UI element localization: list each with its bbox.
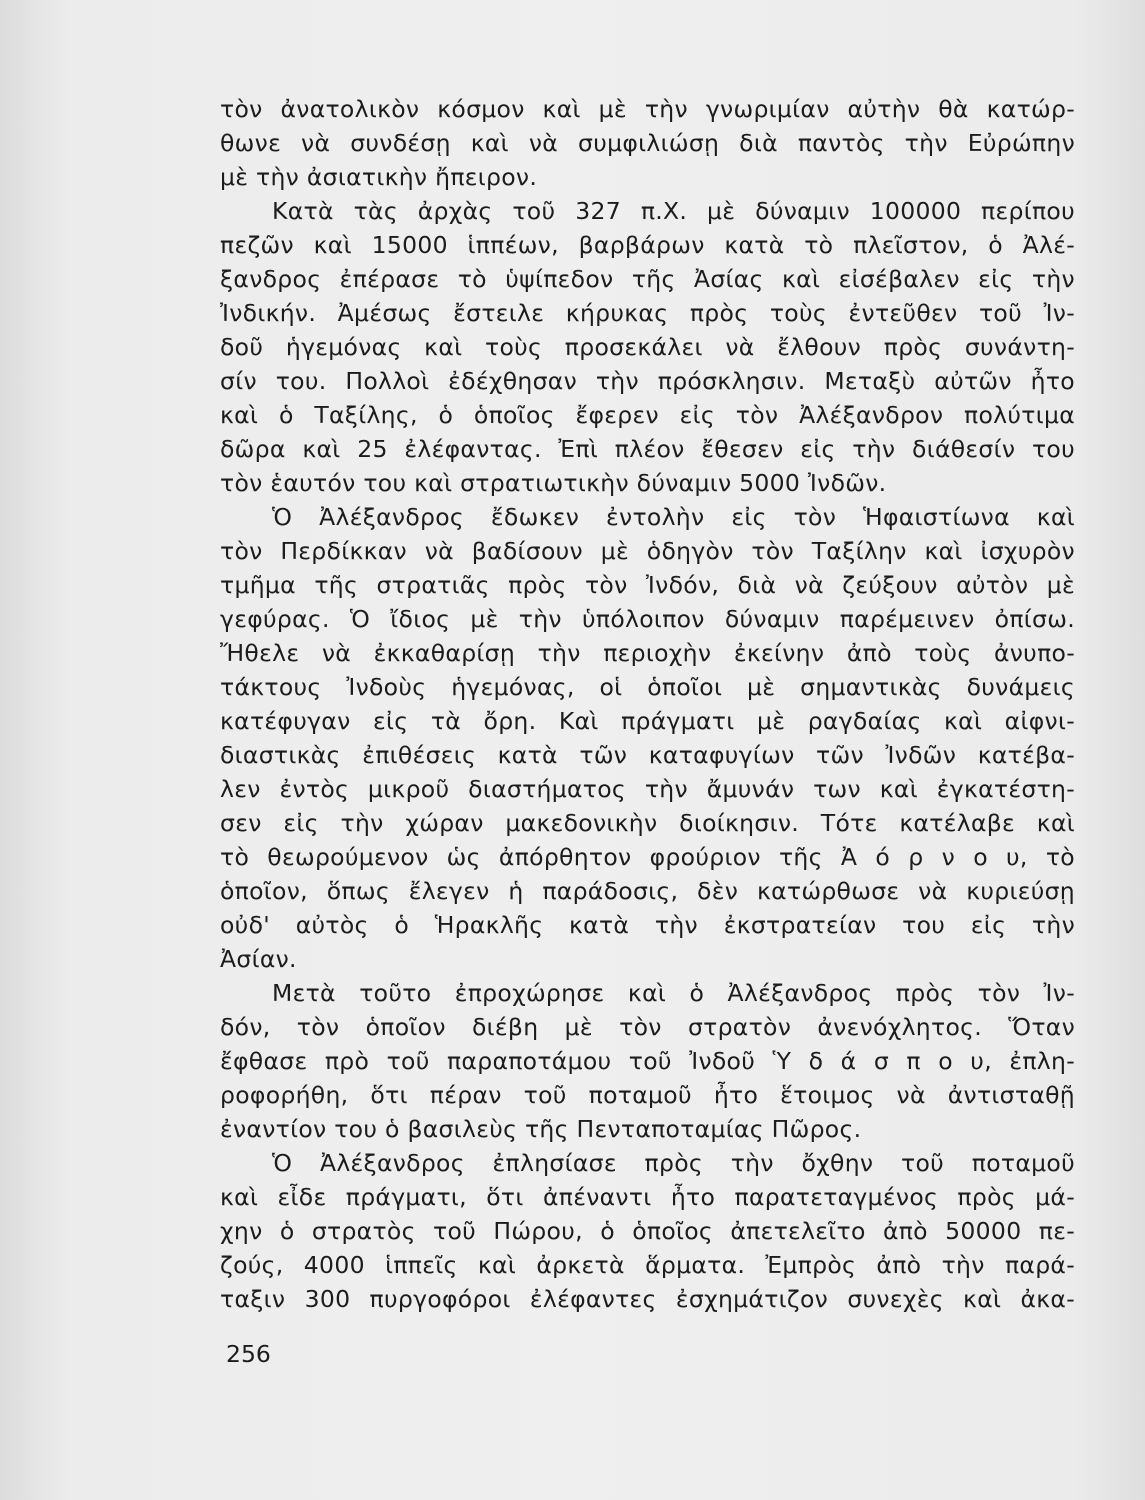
text-line: τμῆμα τῆς στρατιᾶς πρὸς τὸν Ἰνδόν, διὰ νὰ ζεύξουν αὐτὸν μὲ xyxy=(220,571,1075,599)
text-line: δῶρα καὶ 25 ἐλέφαντας. Ἐπὶ πλέον ἔθεσεν εἰς τὴν διάθεσίν του xyxy=(220,435,1075,463)
text-line: ταξιν 300 πυργοφόροι ἐλέφαντες ἐσχημάτιζον συνεχὲς καὶ ἀκα- xyxy=(220,1285,1075,1313)
text-line: μὲ τὴν ἀσιατικὴν ἤπειρον. xyxy=(220,163,538,191)
page-number: 256 xyxy=(226,1340,271,1368)
text-line: ὁποῖον, ὅπως ἔλεγεν ἡ παράδοσις, δὲν κατώρθωσε νὰ κυριεύσῃ xyxy=(220,877,1075,905)
text-line: Ἰνδικήν. Ἀμέσως ἔστειλε κήρυκας πρὸς τοὺς ἐντεῦθεν τοῦ Ἰν- xyxy=(220,299,1075,327)
text-line: δοῦ ἡγεμόνας καὶ τοὺς προσεκάλει νὰ ἔλθουν πρὸς συνάντη- xyxy=(220,333,1075,361)
text-line: Μετὰ τοῦτο ἐπροχώρησε καὶ ὁ Ἀλέξανδρος πρὸς τὸν Ἰν- xyxy=(272,979,1075,1007)
text-line: σίν του. Πολλοὶ ἐδέχθησαν τὴν πρόσκλησιν. Μεταξὺ αὐτῶν ἦτο xyxy=(220,367,1075,395)
text-line: ξανδρος ἐπέρασε τὸ ὑψίπεδον τῆς Ἀσίας καὶ εἰσέβαλεν εἰς τὴν xyxy=(220,265,1075,293)
text-line: γεφύρας. Ὁ ἴδιος μὲ τὴν ὑπόλοιπον δύναμιν παρέμεινεν ὀπίσω. xyxy=(220,605,1075,633)
text-line: τὸ θεωρούμενον ὡς ἀπόρθητον φρούριον τῆς Ἀ ό ρ ν ο υ, τὸ xyxy=(220,843,1075,871)
text-line: ροφορήθη, ὅτι πέραν τοῦ ποταμοῦ ἦτο ἕτοιμος νὰ ἀντισταθῇ xyxy=(220,1081,1075,1109)
text-line: ζούς, 4000 ἱππεῖς καὶ ἀρκετὰ ἅρματα. Ἐμπρὸς ἀπὸ τὴν παρά- xyxy=(220,1251,1075,1279)
text-line: τὸν Περδίκκαν νὰ βαδίσουν μὲ ὁδηγὸν τὸν Ταξίλην καὶ ἰσχυρὸν xyxy=(220,537,1075,565)
text-line: δόν, τὸν ὁποῖον διέβη μὲ τὸν στρατὸν ἀνενόχλητος. Ὅταν xyxy=(220,1013,1075,1041)
text-line: τὸν ἑαυτόν του καὶ στρατιωτικὴν δύναμιν 5000 Ἰνδῶν. xyxy=(220,469,887,497)
text-line: κατέφυγαν εἰς τὰ ὄρη. Καὶ πράγματι μὲ ραγδαίας καὶ αἰφνι- xyxy=(220,707,1075,735)
text-line: τὸν ἀνατολικὸν κόσμον καὶ μὲ τὴν γνωριμίαν αὐτὴν θὰ κατώρ- xyxy=(220,95,1075,123)
text-line: Ἀσίαν. xyxy=(220,945,297,973)
text-line: καὶ ὁ Ταξίλης, ὁ ὁποῖος ἔφερεν εἰς τὸν Ἀλέξανδρον πολύτιμα xyxy=(220,401,1075,429)
text-line: διαστικὰς ἐπιθέσεις κατὰ τῶν καταφυγίων τῶν Ἰνδῶν κατέβα- xyxy=(220,741,1075,769)
text-line: θωνε νὰ συνδέσῃ καὶ νὰ συμφιλιώσῃ διὰ παντὸς τὴν Εὐρώπην xyxy=(220,129,1075,157)
text-line: τάκτους Ἰνδοὺς ἡγεμόνας, οἱ ὁποῖοι μὲ σημαντικὰς δυνάμεις xyxy=(220,673,1075,701)
text-line: Ὁ Ἀλέξανδρος ἐπλησίασε πρὸς τὴν ὄχθην τοῦ ποταμοῦ xyxy=(272,1149,1075,1177)
text-line: σεν εἰς τὴν χώραν μακεδονικὴν διοίκησιν. Τότε κατέλαβε καὶ xyxy=(220,809,1075,837)
text-line: οὐδ' αὐτὸς ὁ Ἡρακλῆς κατὰ τὴν ἐκστρατείαν του εἰς τὴν xyxy=(220,911,1075,939)
text-line: χην ὁ στρατὸς τοῦ Πώρου, ὁ ὁποῖος ἀπετελεῖτο ἀπὸ 50000 πε- xyxy=(220,1217,1075,1245)
text-line: πεζῶν καὶ 15000 ἱππέων, βαρβάρων κατὰ τὸ πλεῖστον, ὁ Ἀλέ- xyxy=(220,231,1075,259)
text-line: ἐναντίον του ὁ βασιλεὺς τῆς Πενταποταμίας Πῶρος. xyxy=(220,1115,862,1143)
text-line: Ὁ Ἀλέξανδρος ἔδωκεν ἐντολὴν εἰς τὸν Ἡφαιστίωνα καὶ xyxy=(272,503,1075,531)
text-line: ἔφθασε πρὸ τοῦ παραποτάμου τοῦ Ἰνδοῦ Ὑ δ ά σ π ο υ, ἐπλη- xyxy=(220,1047,1075,1075)
text-line: Ἤθελε νὰ ἐκκαθαρίσῃ τὴν περιοχὴν ἐκείνην ἀπὸ τοὺς ἀνυπο- xyxy=(220,639,1075,667)
text-line: Κατὰ τὰς ἀρχὰς τοῦ 327 π.Χ. μὲ δύναμιν 100000 περίπου xyxy=(272,197,1075,225)
text-line: καὶ εἶδε πράγματι, ὅτι ἀπέναντι ἦτο παρατεταγμένος πρὸς μά- xyxy=(220,1183,1075,1211)
text-line: λεν ἐντὸς μικροῦ διαστήματος τὴν ἄμυνάν των καὶ ἐγκατέστη- xyxy=(220,775,1075,803)
